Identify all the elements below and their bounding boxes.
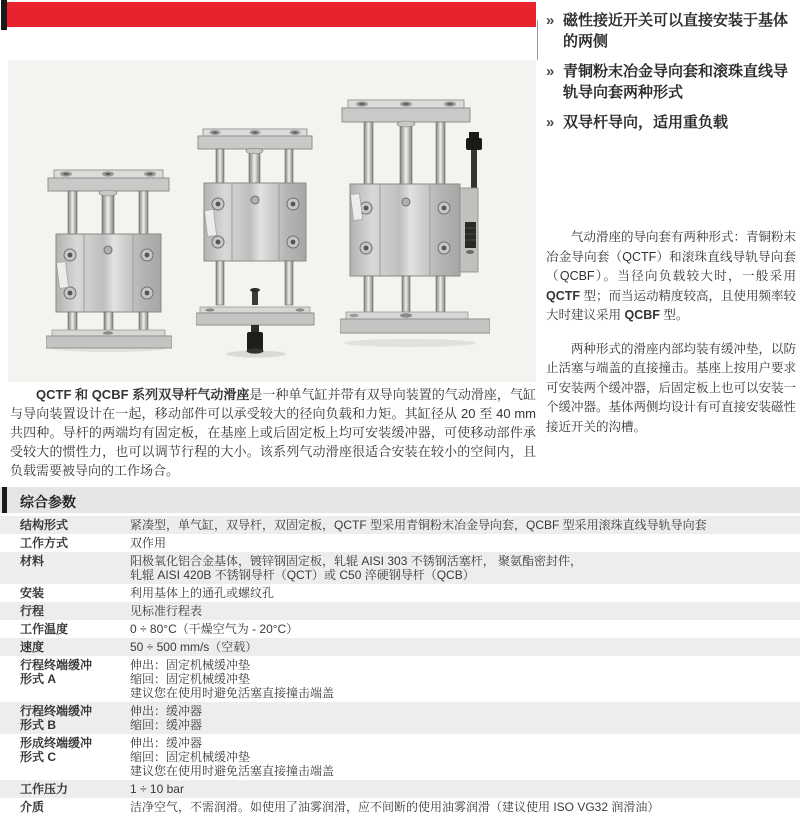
spec-value: 洁净空气，不需润滑。如使用了油雾润滑，应不间断的使用油雾润滑（建议使用 ISO VG32 润滑油） — [130, 800, 660, 814]
table-row — [0, 534, 800, 552]
feature-item — [546, 10, 796, 52]
spec-table — [0, 516, 800, 816]
table-row — [0, 638, 800, 656]
qctf-bold: QCTF — [546, 288, 581, 303]
spec-label: 工作方式 — [20, 536, 69, 550]
cylinder-photo-medium — [196, 122, 316, 358]
spec-label: 材料 — [20, 554, 45, 568]
guide-text: 型。 — [659, 308, 689, 322]
table-row — [0, 780, 800, 798]
spec-label: 形成终端缓冲 形式 C — [20, 736, 93, 764]
table-row — [0, 734, 800, 780]
guide-text: 气动滑座的导向套有两种形式：青铜粉末冶金导向套（QCTF）和滚珠直线导轨导向套（QCBF）。当径向负载较大时，一般采用 — [546, 230, 797, 283]
guide-text: 型；而当运动精度较高，且使用频率较大时建议采用 — [546, 288, 797, 322]
header-red-bar — [7, 2, 536, 27]
table-row — [0, 620, 800, 638]
spec-label: 工作压力 — [20, 782, 69, 796]
spec-label: 速度 — [20, 640, 45, 654]
spec-label: 工作温度 — [20, 622, 69, 636]
cylinder-photo-small — [46, 162, 172, 352]
feature-item — [546, 61, 796, 103]
feature-text: 青铜粉末冶金导向套和滚珠直线导轨导向套两种形式 — [563, 63, 789, 101]
intro-text: 是一种单气缸并带有双导向装置的气动滑座，气缸与导向装置设计在一起，移动部件可以承受较大的径向负载和力矩。其缸径从 20 至 40 mm 共四种。导杆的两端均有固定板，在基座上或后固定板上均可安装缓冲器，可使移动部件承受较大的惯性力，也可以调节行程的大小。该系列气动滑座很适合安装在较小的空间内，且负载需要被导向的工作场合。 — [10, 387, 536, 478]
feature-list — [546, 10, 796, 133]
spec-value: 利用基体上的通孔或螺纹孔 — [130, 586, 275, 600]
table-row — [0, 602, 800, 620]
bullet-marker-icon: » — [546, 114, 555, 131]
spec-value: 见标准行程表 — [130, 604, 203, 618]
spec-label: 行程终端缓冲 形式 A — [20, 658, 93, 686]
spec-label: 介质 — [20, 800, 45, 814]
cushion-paragraph: 两种形式的滑座内部均装有缓冲垫，以防止活塞与端盖的直接撞击。基座上按用户要求可安装两个缓冲器，后固定板上也可以安装一个缓冲器。基体两侧均设计有可直接安装磁性接近开关的沟槽。 — [546, 341, 797, 434]
column-divider — [537, 20, 538, 60]
spec-value: 伸出：缓冲器 缩回：缓冲器 — [130, 704, 203, 732]
table-row — [0, 584, 800, 602]
intro-paragraph — [10, 385, 536, 480]
side-paragraphs — [546, 228, 796, 451]
spec-value: 1 ÷ 10 bar — [130, 782, 184, 796]
section-title: 综合参数 — [20, 494, 76, 510]
bullet-marker-icon: » — [546, 12, 555, 29]
spec-value: 紧凑型，单气缸，双导杆，双固定板，QCTF 型采用青铜粉末冶金导向套，QCBF 型采用滚珠直线导轨导向套 — [130, 518, 707, 532]
table-row — [0, 552, 800, 584]
guide-sleeve-paragraph — [546, 228, 796, 326]
spec-value: 伸出：固定机械缓冲垫 缩回：固定机械缓冲垫 建议您在使用时避免活塞直接撞击端盖 — [130, 658, 335, 700]
right-feature-column — [546, 10, 796, 480]
spec-label: 安装 — [20, 586, 45, 600]
section-header — [0, 487, 800, 513]
spec-value: 0 ÷ 80°C（干燥空气为 - 20°C） — [130, 622, 299, 636]
section-accent-notch — [2, 487, 7, 513]
table-row — [0, 656, 800, 702]
feature-text: 磁性接近开关可以直接安装于基体的两侧 — [563, 12, 789, 50]
bullet-marker-icon: » — [546, 63, 555, 80]
spec-value: 双作用 — [130, 536, 167, 550]
table-row — [0, 798, 800, 816]
spec-value: 伸出：缓冲器 缩回：固定机械缓冲垫 建议您在使用时避免活塞直接撞击端盖 — [130, 736, 335, 778]
series-name-bold: QCTF 和 QCBF 系列双导杆气动滑座 — [36, 387, 250, 402]
spec-label: 行程 — [20, 604, 45, 618]
cylinder-photo-large — [340, 92, 490, 347]
feature-item — [546, 112, 796, 133]
qcbf-bold: QCBF — [624, 308, 660, 322]
spec-label: 结构形式 — [20, 518, 69, 532]
product-photo-strip — [8, 60, 536, 382]
table-row — [0, 702, 800, 734]
spec-label: 行程终端缓冲 形式 B — [20, 704, 93, 732]
spec-value: 阳极氧化铝合金基体，镀锌钢固定板，轧辊 AISI 303 不锈钢活塞杆， 聚氨酯密封件， 轧辊 AISI 420B 不锈钢导杆（QCT）或 C50 淬硬钢导杆（QCB） — [130, 554, 583, 582]
feature-text: 双导杆导向，适用重负载 — [563, 114, 729, 131]
spec-value: 50 ÷ 500 mm/s（空载） — [130, 640, 258, 654]
table-row — [0, 516, 800, 534]
